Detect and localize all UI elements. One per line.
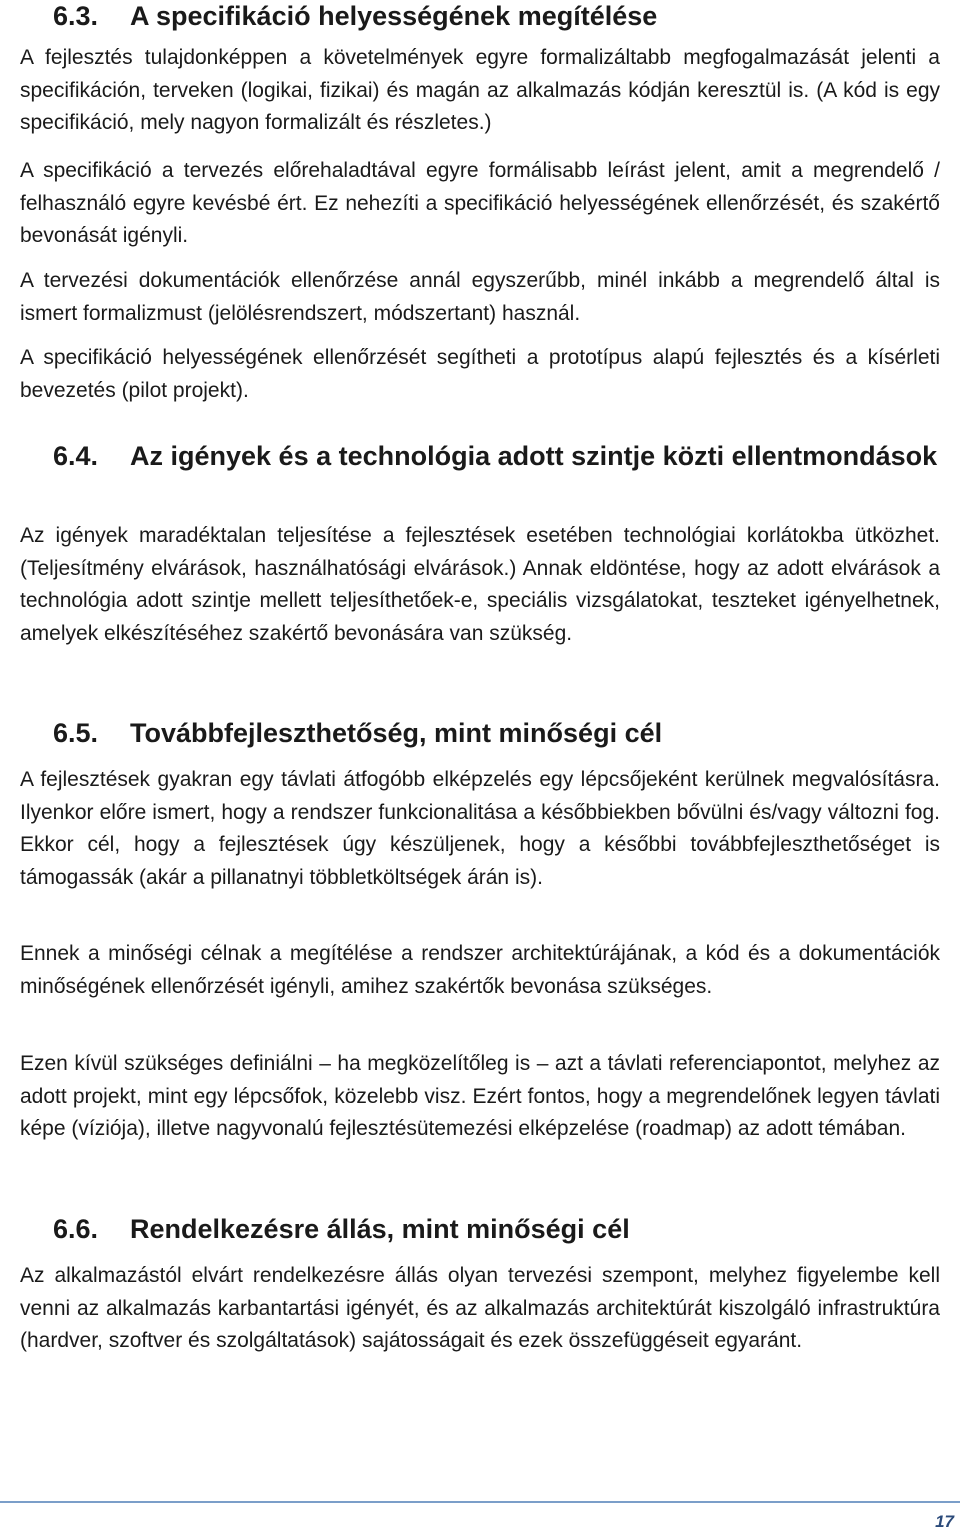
footer-rule [0,1501,960,1503]
paragraph: Ennek a minőségi célnak a megítélése a rendszer architektúrájának, a kód és a dokumentációk minőségének ellenőrzését igényli, amihez szakértők bevonása szükséges. [20,942,940,998]
section-title: Továbbfejleszthetőség, mint minőségi cél [130,718,663,748]
section-number: 6.5. [53,718,99,748]
paragraph: A specifikáció helyességének ellenőrzését segítheti a prototípus alapú fejlesztés és a kísérleti bevezetés (pilot projekt). [20,346,940,402]
section-heading [53,0,940,33]
paragraph: A fejlesztés tulajdonképpen a követelmények egyre formalizáltabb megfogalmazását jelenti a specifikáción, terveken (logikai, fizikai) és magán az alkalmazás kódján keresztül is. (A kód is egy specifikáció, mely nagyon formalizált és részletes.) [20,46,940,135]
paragraph: A specifikáció a tervezés előrehaladtával egyre formálisabb leírást jelent, amit a megrendelő / felhasználó egyre kevésbé ért. Ez nehezíti a specifikáció helyességének ellenőrzését, és szakértő bevonását igényli. [20,159,940,248]
section-title: Rendelkezésre állás, mint minőségi cél [130,1214,630,1244]
section-heading [53,717,940,750]
paragraph: A tervezési dokumentációk ellenőrzése annál egyszerűbb, minél inkább a megrendelő által is ismert formalizmust (jelölésrendszert, módszertant) használ. [20,269,940,325]
section-number: 6.6. [53,1214,99,1244]
section-title: Az igények és a technológia adott szintje közti ellentmondások [130,441,938,471]
paragraph: Az igények maradéktalan teljesítése a fejlesztések esetében technológiai korlátokba ütközhet. (Teljesítmény elvárások, használhatósági elvárások.) Annak eldöntése, hogy az adott elvárások a technológia adott szintje mellett teljesíthetőek-e, speciális vizsgálatokat, teszteket igényelhetnek, amelyek elkészítéséhez szakértő bevonására van szükség. [20,524,940,645]
section-heading [53,440,940,473]
section-heading [53,1213,940,1246]
page-number: 17 [935,1512,954,1531]
section-number: 6.3. [53,1,99,31]
paragraph: Az alkalmazástól elvárt rendelkezésre állás olyan tervezési szempont, melyhez figyelembe kell venni az alkalmazás karbantartási igényét, és az alkalmazás architektúrát kiszolgáló infrastruktúra (hardver, szoftver és szolgáltatások) sajátosságait és ezek összefüggéseit egyaránt. [20,1264,940,1353]
paragraph: Ezen kívül szükséges definiálni – ha megközelítőleg is – azt a távlati referenciapontot, melyhez az adott projekt, mint egy lépcsőfok, közelebb visz. Ezért fontos, hogy a megrendelőnek legyen távlati képe (víziója), illetve nagyvonalú fejlesztésütemezési elképzelése (roadmap) az adott témában. [20,1052,940,1141]
paragraph: A fejlesztések gyakran egy távlati átfogóbb elképzelés egy lépcsőjeként kerülnek megvalósításra. Ilyenkor előre ismert, hogy a rendszer funkcionalitása a későbbiekben bővülni és/vagy változni fog. Ekkor cél, hogy a fejlesztések úgy készüljenek, hogy a későbbi továbbfejleszthetőséget is támogassák (akár a pillanatnyi többletköltségek árán is). [20,768,940,889]
section-title: A specifikáció helyességének megítélése [130,1,658,31]
section-number: 6.4. [53,441,99,471]
